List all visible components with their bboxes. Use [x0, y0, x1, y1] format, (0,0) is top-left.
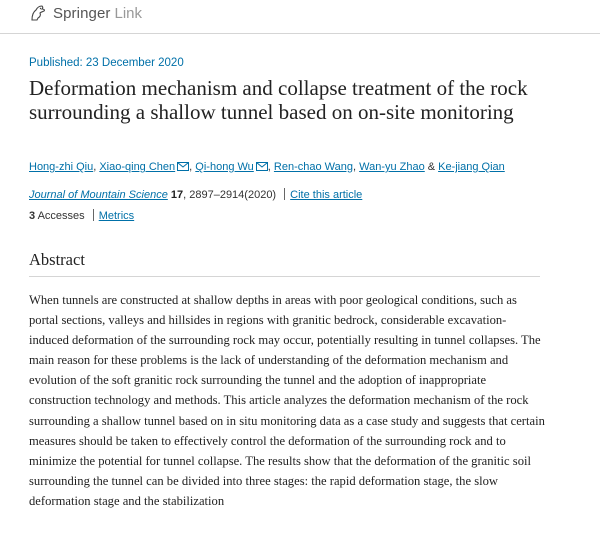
- cite-this-article-link[interactable]: Cite this article: [290, 189, 363, 201]
- journal-link[interactable]: Journal of Mountain Science: [29, 189, 168, 201]
- author-separator: ,: [189, 161, 193, 173]
- author-link[interactable]: Ren-chao Wang: [273, 161, 354, 173]
- abstract-heading: Abstract: [29, 250, 85, 269]
- abstract-text: When tunnels are constructed at shallow depths in areas with poor geological conditions, such as portal sections, valleys and hillsides in regions with granitic bedrock, considerable excavation-induced deformation of the surrounding rock may occur, potentially resulting in tunnel collapses. The main reason for these problems is the lack of understanding of the deformation mechanism and evolution of the soft granitic rock surrounding the tunnel and the adoption of inappropriate construction technology and methods. This article analyzes the deformation mechanism of the rock surrounding a shallow tunnel based on in situ monitoring data as a case study and suggests that certain measures should be taken to effectively control the deformation of the surrounding rock and to minimize the potential for tunnel collapse. The results show that the deformation of the granitic soil surrounding the tunnel can be divided into three stages: the rapid deformation stage, the slow deformation stage and the stabilization: [29, 293, 545, 508]
- author-separator: ,: [93, 161, 97, 173]
- journal-pages: , 2897–2914(2020): [183, 189, 277, 201]
- divider: [93, 209, 94, 221]
- author-link[interactable]: Hong-zhi Qiu: [29, 161, 94, 173]
- envelope-icon[interactable]: [177, 162, 189, 171]
- metrics-link[interactable]: Metrics: [98, 210, 135, 222]
- article-title: Deformation mechanism and collapse treatment of the rock surrounding a shallow tunnel based on on-site monitoring: [29, 76, 528, 124]
- author-link[interactable]: Wan-yu Zhao: [359, 161, 425, 173]
- logo-sub-text: Link: [114, 4, 143, 22]
- article-metrics: [29, 209, 134, 222]
- divider: [284, 188, 285, 200]
- accesses-count: 3: [29, 210, 36, 222]
- logo-brand-text: Springer: [53, 4, 111, 22]
- author-list: [29, 161, 505, 173]
- author-separator: ,: [267, 161, 271, 173]
- journal-citation: [29, 188, 362, 201]
- author-link[interactable]: Qi-hong Wu: [195, 161, 254, 173]
- author-link[interactable]: Ke-jiang Qian: [438, 161, 505, 173]
- author-and: &: [427, 161, 436, 173]
- site-header: [0, 0, 600, 34]
- springer-horse-icon: [28, 3, 48, 23]
- springer-link-logo[interactable]: [28, 3, 142, 23]
- published-date: Published: 23 December 2020: [29, 57, 184, 69]
- accesses-label: Accesses: [37, 210, 85, 222]
- section-divider: [29, 276, 540, 277]
- author-separator: ,: [353, 161, 357, 173]
- journal-volume: 17: [170, 189, 184, 201]
- author-link[interactable]: Xiao-qing Chen: [99, 161, 176, 173]
- envelope-icon[interactable]: [256, 162, 268, 171]
